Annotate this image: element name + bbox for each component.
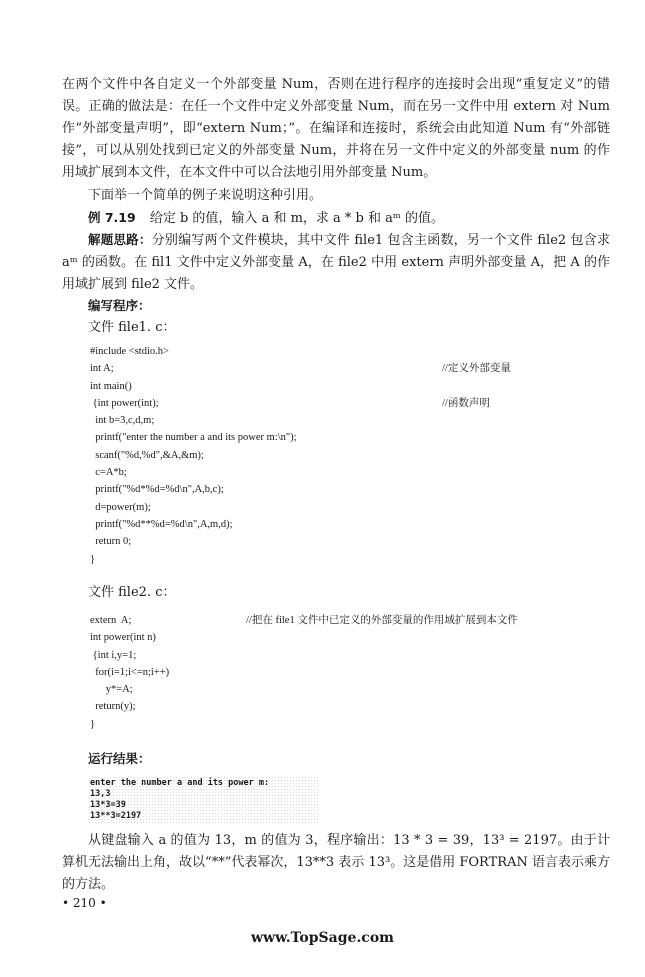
code-line (90, 378, 590, 395)
console-line: 13,3 (90, 789, 111, 799)
example-label: 例 7.19 (88, 210, 136, 225)
code-line (90, 464, 590, 481)
code-text: extern A; (90, 615, 132, 626)
code-line (90, 716, 590, 733)
code-text: d=power(m); (90, 501, 151, 513)
code-text: scanf("%d,%d",&A,&m); (90, 449, 204, 461)
solution-idea (62, 229, 610, 296)
code-line (90, 516, 590, 533)
code-text: for(i=1;i<=n;i++) (90, 666, 170, 678)
file2-code-block (90, 612, 590, 733)
code-text: printf("%d**%d=%d\n",A,m,d); (90, 518, 233, 530)
code-line (90, 612, 590, 629)
console-line: enter the number a and its power m: (90, 778, 270, 788)
solution-idea-text: 分别编写两个文件模块，其中文件 file1 包含主函数，另一个文件 file2 包含求 aᵐ 的函数。在 fil1 文件中定义外部变量 A，在 file2 中用 extern 声明外部变量 A，把 A 的作用域扩展到 file2 文件。 (62, 233, 610, 292)
solution-idea-label: 解题思路： (88, 232, 152, 247)
code-line (90, 664, 590, 681)
code-text: int A; (90, 363, 114, 375)
code-text: return(y); (90, 701, 136, 713)
code-text: {int power(int); (90, 397, 159, 409)
code-text: {int i,y=1; (90, 649, 137, 661)
code-line (90, 360, 590, 377)
code-comment: //把在 file1 文件中已定义的外部变量的作用域扩展到本文件 (246, 615, 518, 626)
code-line (90, 412, 590, 429)
code-line (90, 551, 590, 568)
code-line (90, 629, 590, 646)
code-text: int main() (90, 380, 132, 392)
code-line (90, 481, 590, 498)
code-comment: //定义外部变量 (442, 363, 511, 375)
code-text: } (90, 718, 96, 730)
console-output-screenshot (88, 776, 320, 824)
write-program-heading: 编写程序： (88, 298, 151, 313)
code-text: int b=3,c,d,m; (90, 415, 155, 427)
code-text: #include <stdio.h> (90, 346, 169, 357)
code-text: printf("%d*%d=%d\n",A,b,c); (90, 484, 224, 496)
paragraph-intro-example: 下面举一个简单的例子来说明这种引用。 (88, 188, 323, 203)
example-text: 给定 b 的值，输入 a 和 m，求 a * b 和 aᵐ 的值。 (149, 211, 444, 226)
file1-caption: 文件 file1. c： (88, 320, 176, 335)
console-line: 13**3=2197 (90, 811, 142, 821)
console-line: 13*3=39 (90, 800, 126, 810)
code-text: c=A*b; (90, 467, 127, 479)
code-line (90, 533, 590, 550)
run-result-heading: 运行结果： (88, 751, 151, 766)
footer-url: www.TopSage.com (251, 930, 394, 946)
code-text: } (90, 553, 96, 565)
code-line (90, 343, 590, 360)
code-line (90, 429, 590, 446)
code-line (90, 647, 590, 664)
paragraph-conclusion: 从键盘输入 a 的值为 13，m 的值为 3，程序输出：13 * 3 = 39，13³ = 2197。由于计算机无法输出上角，故以“**”代表幂次，13**3 表示 13³。这是借用 FORTRAN 语言表示乘方的方法。 (62, 833, 610, 892)
code-line (90, 395, 590, 412)
example-heading (88, 207, 444, 230)
file2-caption: 文件 file2. c： (88, 585, 176, 600)
code-text: y*=A; (90, 684, 133, 696)
code-text: return 0; (90, 536, 132, 548)
code-line (90, 499, 590, 516)
code-comment: //函数声明 (442, 397, 490, 409)
code-line (90, 698, 590, 715)
paragraph-extern-explanation: 在两个文件中各自定义一个外部变量 Num，否则在进行程序的连接时会出现“重复定义”的错误。正确的做法是：在任一个文件中定义外部变量 Num，而在另一文件中用 extern 对 Num 作“外部变量声明”，即“extern Num；”。在编译和连接时，系统会由此知道 Num 有“外部链接”，可以从别处找到已定义的外部变量 Num，并将在另一文件中定义的外部变量 num 的作用域扩展到本文件，在本文件中可以合法地引用外部变量 Num。 (62, 77, 610, 180)
file1-code-block (90, 343, 590, 568)
code-line (90, 447, 590, 464)
code-line (90, 681, 590, 698)
code-text: int power(int n) (90, 632, 156, 644)
page-number: • 210 • (62, 896, 107, 910)
code-text: printf("enter the number a and its power m:\n"); (90, 432, 297, 444)
